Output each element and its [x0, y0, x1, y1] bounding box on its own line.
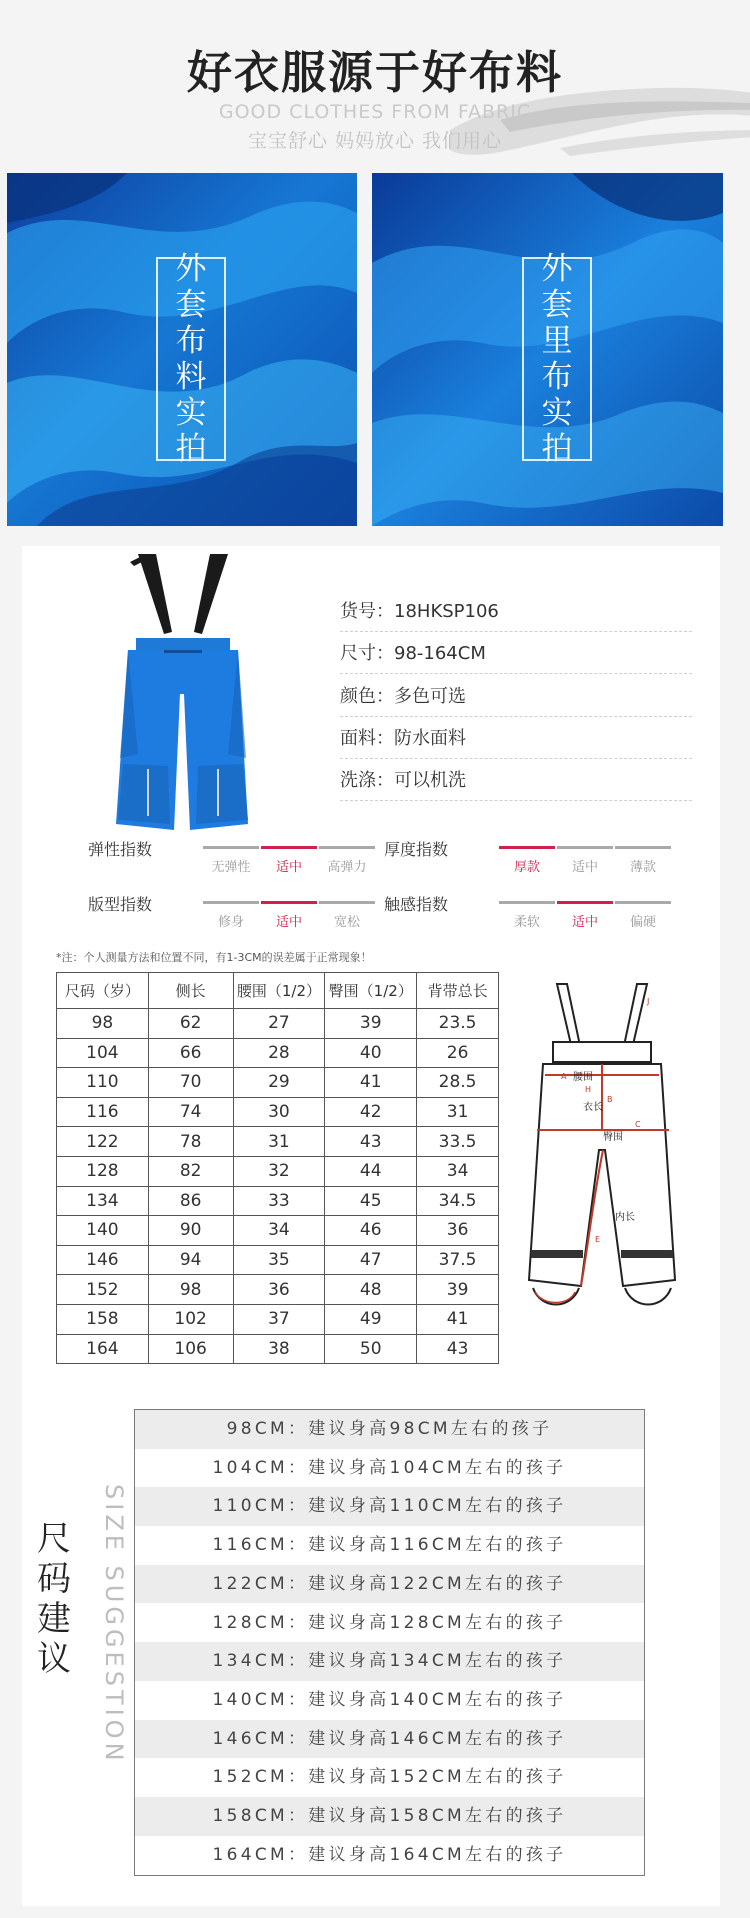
suggestion-row: 140CM：建议身高140CM左右的孩子	[212, 1689, 567, 1710]
diagram-letter-h: H	[585, 1085, 592, 1094]
suggestion-row: 152CM：建议身高152CM左右的孩子	[212, 1767, 567, 1788]
table-row: 110 70 29 41 28.5	[57, 1068, 499, 1098]
table-row: 152 98 36 48 39	[57, 1275, 499, 1305]
suggestion-row: 110CM：建议身高110CM左右的孩子	[135, 1487, 644, 1526]
fabric-photo-lining	[372, 173, 723, 526]
diagram-letter-e: E	[595, 1235, 601, 1244]
table-row: 140 90 34 46 36	[57, 1216, 499, 1246]
suggestion-title-cn: 尺码建议	[37, 1519, 71, 1679]
suggestion-row: 134CM：建议身高134CM左右的孩子	[135, 1642, 644, 1681]
diagram-letter-j: J	[647, 997, 650, 1006]
diagram-letter-b: B	[607, 1095, 613, 1104]
page-title: 好衣服源于好布料	[186, 46, 563, 99]
table-row: 134 86 33 45 34.5	[57, 1186, 499, 1216]
table-row: 116 74 30 42 31	[57, 1097, 499, 1127]
diagram-label-hip: 臀围	[603, 1132, 623, 1143]
suggestion-row: 164CM：建议身高164CM左右的孩子	[212, 1844, 567, 1865]
suggestion-row: 104CM：建议身高104CM左右的孩子	[212, 1457, 567, 1478]
table-row: 104 66 28 40 26	[57, 1038, 499, 1068]
suggestion-title-en: SIZE SUGGESTION	[100, 1484, 128, 1765]
size-table	[56, 972, 499, 1364]
fabric-label-lining: 外套里布实拍	[522, 257, 592, 461]
table-row: 122 78 31 43 33.5	[57, 1127, 499, 1157]
suggestion-row: 128CM：建议身高128CM左右的孩子	[212, 1612, 567, 1633]
suggestion-row: 158CM：建议身高158CM左右的孩子	[135, 1797, 644, 1836]
diagram-label-inseam: 内长	[615, 1212, 635, 1223]
suggestion-row: 122CM：建议身高122CM左右的孩子	[135, 1565, 644, 1604]
suggestion-row: 116CM：建议身高116CM左右的孩子	[212, 1535, 567, 1556]
table-row: 164 106 38 50 43	[57, 1334, 499, 1364]
info-row-sku: 货号：18HKSP106	[340, 591, 692, 632]
table-row: 98 62 27 39 23.5	[57, 1009, 499, 1039]
table-row: 128 82 32 44 34	[57, 1156, 499, 1186]
product-pants-image	[108, 554, 258, 836]
diagram-letter-a: A	[561, 1072, 567, 1081]
suggestion-row: 146CM：建议身高146CM左右的孩子	[135, 1720, 644, 1759]
size-suggestion-box	[134, 1409, 645, 1876]
table-row: 146 94 35 47 37.5	[57, 1245, 499, 1275]
info-row-material: 面料：防水面料	[340, 718, 692, 759]
info-row-color: 颜色：多色可选	[340, 676, 692, 717]
fabric-label-outer: 外套布料实拍	[156, 257, 226, 461]
fabric-photo-outer	[7, 173, 357, 526]
info-row-size: 尺寸：98-164CM	[340, 633, 692, 674]
suggestion-row: 98CM：建议身高98CM左右的孩子	[135, 1410, 644, 1449]
info-row-washing: 洗涤：可以机洗	[340, 760, 692, 801]
subtitle-cn: 宝宝舒心 妈妈放心 我们用心	[247, 130, 503, 152]
diagram-label-length: 衣长	[583, 1102, 603, 1113]
diagram-label-waist: 腰围	[573, 1072, 593, 1083]
measurement-diagram	[523, 980, 681, 1340]
diagram-letter-c: C	[635, 1120, 641, 1129]
header-banner	[0, 0, 750, 165]
table-header-row: 尺码（岁） 侧长 腰围（1/2） 臀围（1/2） 背带总长	[57, 973, 499, 1009]
table-row: 158 102 37 49 41	[57, 1304, 499, 1334]
subtitle-en: GOOD CLOTHES FROM FABRIC	[218, 101, 532, 123]
measurement-note: *注：个人测量方法和位置不同，有1-3CM的误差属于正常现象！	[56, 951, 372, 964]
